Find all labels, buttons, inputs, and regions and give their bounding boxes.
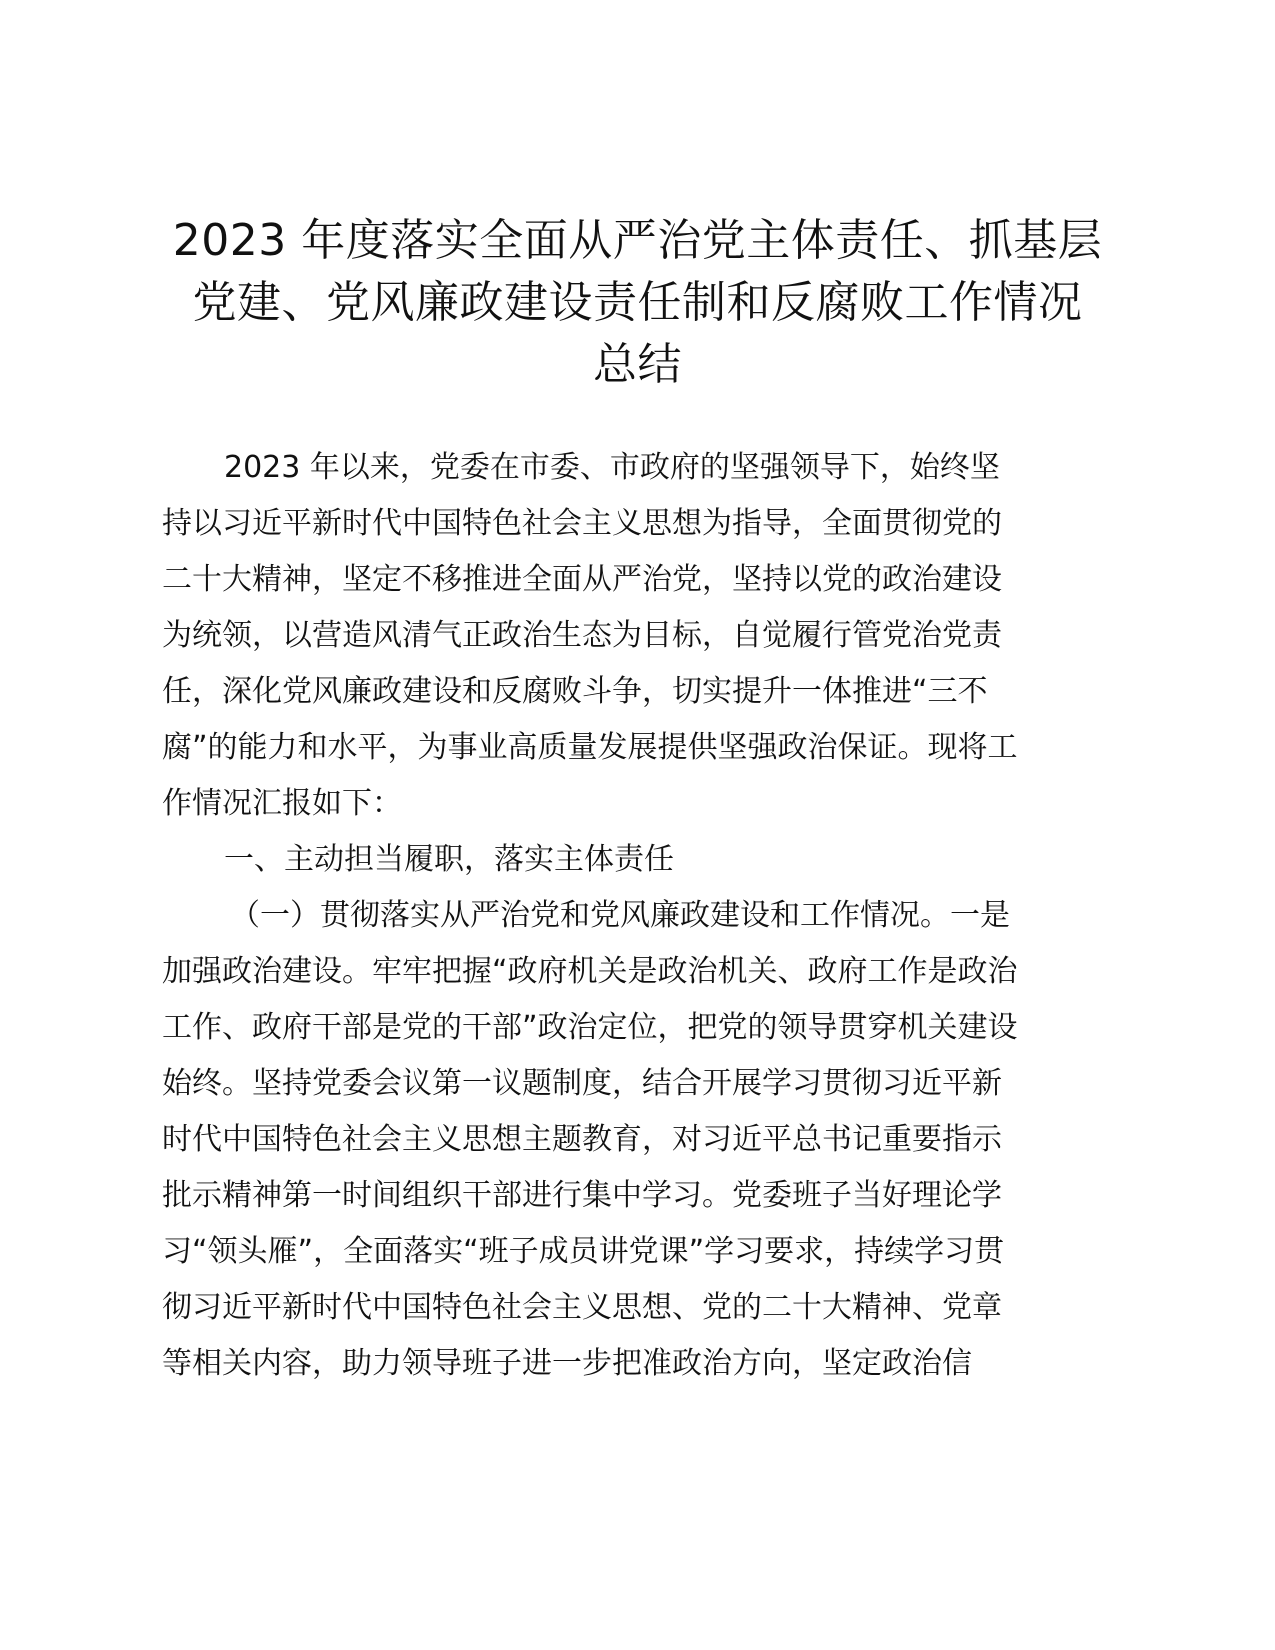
paragraph-line: 批示精神第一时间组织干部进行集中学习。党委班子当好理论学: [162, 1178, 1002, 1213]
paragraph-line: 持以习近平新时代中国特色社会主义思想为指导，全面贯彻党的: [162, 506, 1002, 541]
paragraph-line: 二十大精神，坚定不移推进全面从严治党，坚持以党的政治建设: [162, 562, 1002, 597]
paragraph-line: 等相关内容，助力领导班子进一步把准政治方向，坚定政治信: [162, 1346, 972, 1381]
paragraph-line: 作情况汇报如下：: [162, 786, 402, 821]
subsection-paragraph: [162, 888, 1122, 1392]
paragraph-line: 时代中国特色社会主义思想主题教育，对习近平总书记重要指示: [162, 1122, 1002, 1157]
section-heading: 一、主动担当履职，落实主体责任: [224, 842, 674, 877]
paragraph-line: 始终。坚持党委会议第一议题制度，结合开展学习贯彻习近平新: [162, 1066, 1002, 1101]
document-title: [150, 210, 1125, 396]
paragraph-line: 习“领头雁”，全面落实“班子成员讲党课”学习要求，持续学习贯: [162, 1234, 1005, 1269]
paragraph-line: 加强政治建设。牢牢把握“政府机关是政治机关、政府工作是政治: [162, 954, 1018, 989]
intro-paragraph: [162, 440, 1122, 832]
title-line: 2023 年度落实全面从严治党主体责任、抓基层: [172, 215, 1103, 266]
paragraph-line: （一）贯彻落实从严治党和党风廉政建设和工作情况。一是: [230, 898, 1010, 933]
paragraph-line: 腐”的能力和水平，为事业高质量发展提供坚强政治保证。现将工: [162, 730, 1018, 765]
paragraph-line: 任，深化党风廉政建设和反腐败斗争，切实提升一体推进“三不: [162, 674, 988, 709]
paragraph-line: 2023 年以来，党委在市委、市政府的坚强领导下，始终坚: [224, 450, 1000, 485]
paragraph-line: 为统领，以营造风清气正政治生态为目标，自觉履行管党治党责: [162, 618, 1002, 653]
title-line: 总结: [593, 339, 682, 390]
paragraph-line: 工作、政府干部是党的干部”政治定位，把党的领导贯穿机关建设: [162, 1010, 1018, 1045]
document-body: [162, 440, 1122, 1392]
paragraph-line: 彻习近平新时代中国特色社会主义思想、党的二十大精神、党章: [162, 1290, 1002, 1325]
title-line: 党建、党风廉政建设责任制和反腐败工作情况: [192, 277, 1083, 328]
